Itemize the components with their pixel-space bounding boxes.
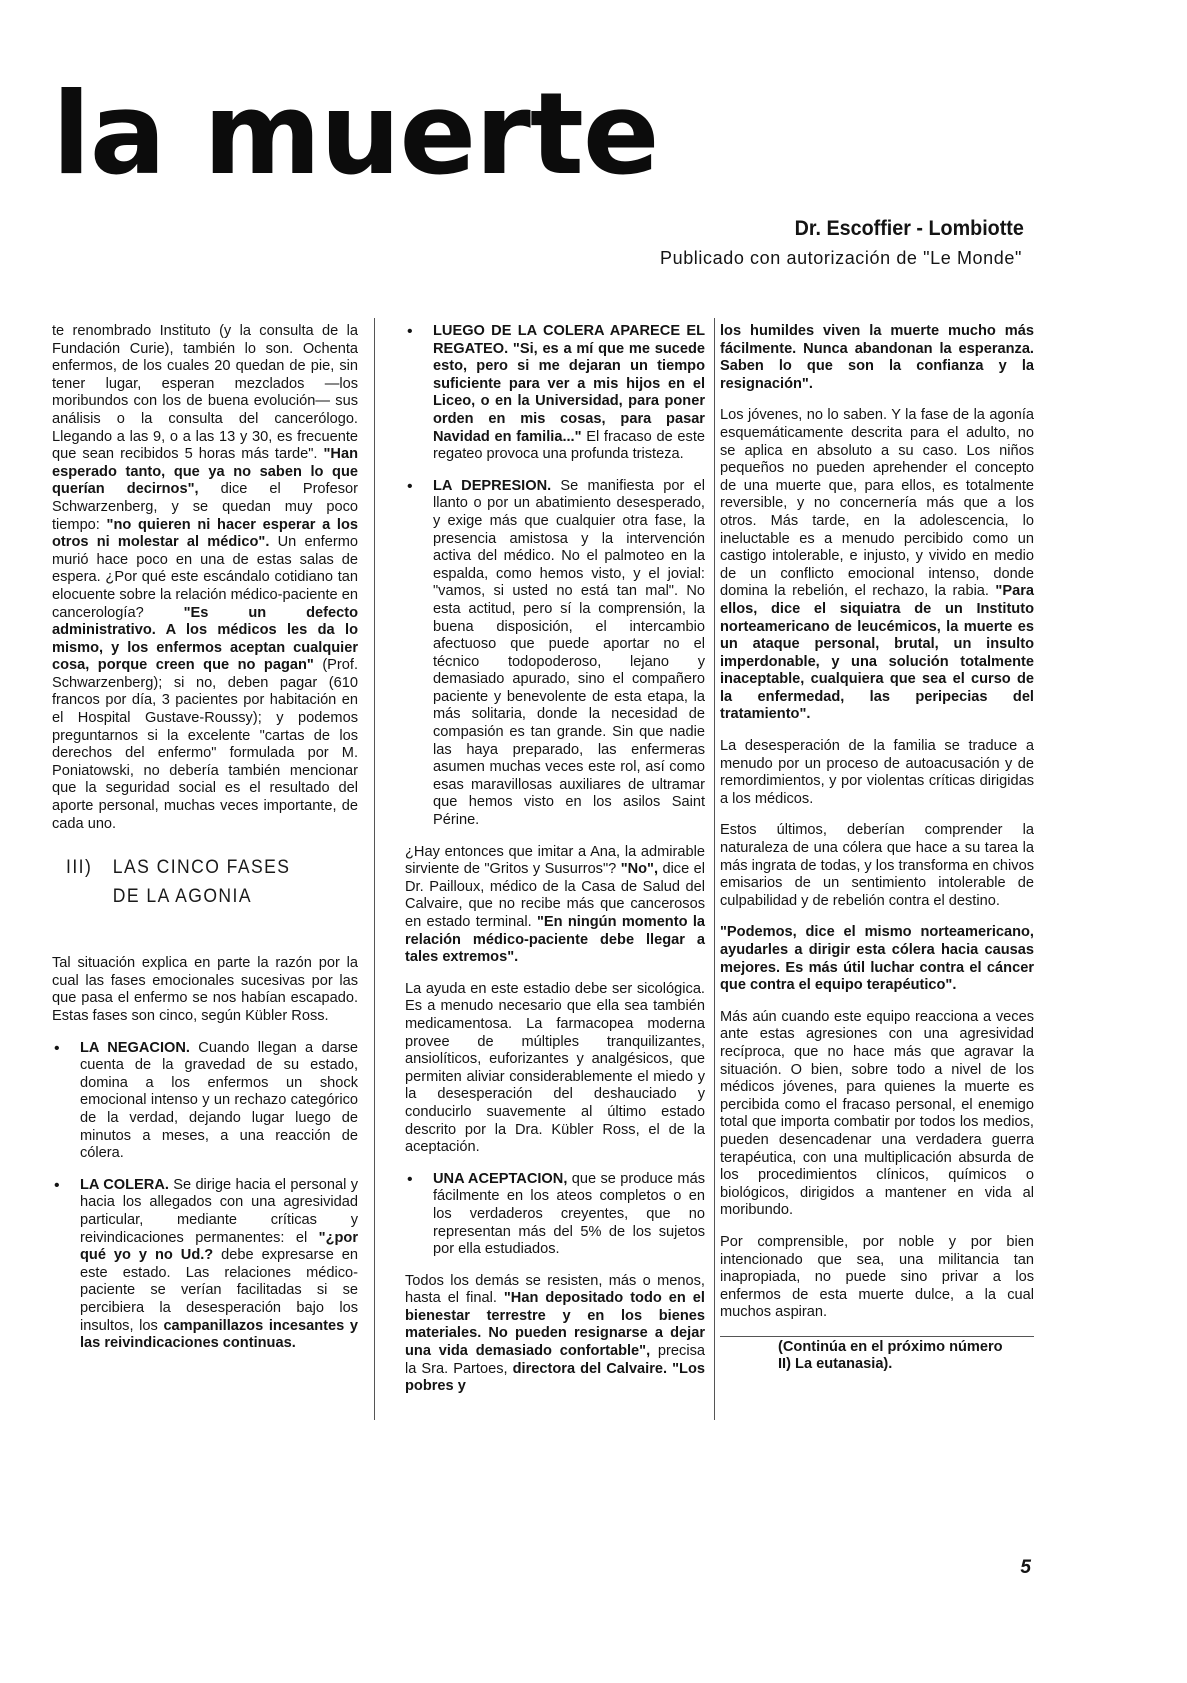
phase-label: LA COLERA. [80, 1176, 169, 1193]
note-line: (Continúa en el próximo número [778, 1338, 1003, 1355]
note-line: II) La eutanasia). [778, 1356, 893, 1373]
continuation-note [720, 1336, 1034, 1374]
paragraph [720, 323, 1034, 393]
bold-quote: "no quieren ni hacer esperar a los otros ni molestar al médico". [52, 516, 358, 551]
paragraph [52, 323, 358, 833]
column-divider [374, 318, 375, 1420]
phase-item-aceptacion [405, 1171, 705, 1259]
phase-item-regateo [405, 323, 705, 464]
article-credit: Publicado con autorización de "Le Monde" [659, 248, 1022, 268]
bold-quote: "Para ellos, dice el siquiatra de un Instituto norteamericano de leucémicos, la muerte es un ataque personal, brutal, un insulto imperdonable, y una solución totalmente inaceptable, cualquiera que sea el curso de la enfermedad, las peripecias del tratamiento". [720, 583, 1034, 723]
bold-quote: "Si, es a mí que me sucede esto, pero si me dejaran un tiempo suficiente para ver a mis hijos en el Liceo, o en la Universidad, para poner orden en mis cosas, para pasar Navidad en familia..." [433, 340, 705, 445]
text: dice el Dr. Pailloux, médico de la Casa de Salud del Calvaire, que no recibe más que cancerosos en estado terminal. [405, 861, 705, 930]
text: Cuando llegan a darse cuenta de la gravedad de su estado, domina a los enfermos un shock emocional intenso y un rechazo categórico de la verdad, dejando lugar luego de minutos a meses, a una reacción de cólera. [80, 1039, 358, 1162]
text: (Prof. Schwarzenberg); si no, deben pagar (610 francos por día, 3 pacientes por habitación en el Hospital Gustave-Roussy); y podemos preguntarnos si la excelente "cartas de los derechos del enfermo" formulada por M. Poniatowski, no debería también mencionar que la seguridad social es el resultado del aporte personal, muchas veces importante, de cada uno. [52, 657, 358, 832]
phase-item-colera [52, 1177, 358, 1353]
bold-quote: "¿por qué yo y no Ud.? [80, 1229, 358, 1264]
bold-quote: "No", [620, 861, 659, 878]
bold-quote: los humildes viven la muerte mucho más fácilmente. Nunca abandonan la esperanza. Saben lo que son la confianza y la resignación". [720, 323, 1034, 392]
column-1 [52, 323, 358, 1367]
paragraph [405, 844, 705, 967]
text: Un enfermo murió hace poco en una de estas salas de espera. ¿Por qué este escándalo cotidiano tan elocuente sobre la relación médico-paciente en cancerología? [52, 534, 358, 621]
bold-quote: "En ningún momento la relación médico-paciente debe llegar a tales extremos". [405, 914, 705, 966]
column-3 [720, 323, 1034, 1374]
text: debe expresarse en este estado. Las relaciones médico-paciente se verían facilitadas si se percibiera la desesperación bajo los insultos, los [80, 1247, 359, 1334]
bold-quote: "Podemos, dice el mismo norteamericano, ayudarles a dirigir esta cólera hacia causas mejores. Es más útil luchar contra el cáncer que contra el equipo terapéutico". [720, 924, 1034, 994]
paragraph: La ayuda en este estadio debe ser sicológica. Es a menudo necesario que ella sea también medicamentosa. La farmacopea moderna provee de múltiples tranquilizantes, ansiolíticos, euforizantes y analgésicos, que permiten aliviar considerablemente el miedo y la desesperación del deshauciado y conducirlo suavemente al último estado descrito por la Dra. Kübler Ross, el de la aceptación. [405, 980, 705, 1156]
paragraph [405, 1273, 705, 1396]
text: El fracaso de este regateo provoca una profunda tristeza. [433, 428, 705, 463]
text: ¿Hay entonces que imitar a Ana, la admirable sirviente de "Gritos y Susurros"? [405, 843, 705, 878]
paragraph: Estos últimos, deberían comprender la naturaleza de una cólera que hace a su tarea la más ingrata de todas, y los transforma en chivos emisarios de un sentimiento intolerable de culpabilidad y de rebelión contra el destino. [720, 822, 1034, 909]
text: Todos los demás se resisten, más o menos, hasta el final. [405, 1272, 705, 1307]
phase-label: LA NEGACION. [80, 1039, 190, 1056]
text: Se dirige hacia el personal y hacia los allegados con una agresividad particular, mediante críticas y reivindicaciones permanentes: el [80, 1176, 358, 1246]
bold-quote: campanillazos incesantes y las reivindicaciones continuas. [80, 1317, 358, 1352]
paragraph: Por comprensible, por noble y por bien intencionado que sea, una militancia tan inapropiada, no puede sino privar a los enfermos de esta muerte dulce, a la cual muchos aspiran. [720, 1233, 1034, 1321]
bold-quote: "Es un defecto administrativo. A los médicos les da lo mismo, y los enfermos aceptan cualquier cosa, porque creen que no pagan" [52, 604, 358, 674]
text: dice el Profesor Schwarzenberg, y se quedan muy poco tiempo: [52, 481, 358, 533]
section-number: III) [66, 856, 93, 879]
bold-quote: "Han esperado tanto, que ya no saben lo que querían decirnos", [52, 446, 358, 498]
section-title-line-2: DE LA AGONIA [112, 885, 253, 908]
paragraph [720, 407, 1034, 724]
text: Los jóvenes, no lo saben. Y la fase de la agonía esquemáticamente descrita para el adulto, no se aplica en absoluto a su caso. Los niños pequeños no pueden aprehender el concepto de una muerte que, para ellos, es totalmente reversible, y no concernería más que a los otros. Más tarde, en la adolescencia, lo ineluctable es a menudo percibido como un castigo intolerable, e injusto, y vivido en medio de un conflicto emocional intenso, donde domina la rebelión, el rechazo, la rabia. [720, 407, 1034, 600]
section-heading [66, 853, 329, 911]
column-divider [714, 318, 715, 1420]
phase-label: UNA ACEPTACION, [433, 1170, 568, 1187]
section-title-line-1: LAS CINCO FASES [112, 856, 291, 879]
phase-item-depresion [405, 478, 705, 830]
text: que se produce más fácilmente en los ateos completos o en los verdaderos creyentes, que no representan más del 5% de los sujetos por ella estudiados. [433, 1170, 705, 1258]
article-title: la muerte [52, 68, 659, 200]
paragraph: Más aún cuando este equipo reacciona a veces ante estas agresiones con una agresividad recíproca, que no hace más que agravar la situación. O bien, sobre todo a nivel de los médicos jóvenes, para quienes la muerte es percibida como el fracaso personal, el enemigo total que importa combatir por todos los medios, pueden desencadenar una verdadera guerra terapéutica, con una multiplicación absurda de los procedimientos clínicos, químicos o biológicos, dirigidos a mantener en vida al moribundo. [720, 1008, 1034, 1219]
paragraph [720, 924, 1034, 994]
phase-label: LUEGO DE LA COLERA APARECE EL REGATEO. [433, 323, 705, 357]
bold-quote: "Han depositado todo en el bienestar terrestre y en los bienes materiales. No pueden resignarse a dejar una vida demasiado confortable", [405, 1290, 705, 1360]
paragraph: La desesperación de la familia se traduce a menudo por un proceso de autoacusación y de remordimientos, y por violentas críticas dirigidas a los médicos. [720, 738, 1034, 807]
text: te renombrado Instituto (y la consulta de la Fundación Curie), también lo son. Ochenta enfermos, de los cuales 20 quedan de pie, sin tener lugar, esperan mezclados —los moribundos con los de buena evolución— sus análisis o la consulta del cancerólogo. Llegando a las 9, o a las 13 y 30, es frecuente que sean recibidos 5 horas más tarde". [52, 323, 358, 463]
article-author: Dr. Escoffier - Lombiotte [794, 217, 1024, 240]
paragraph: Tal situación explica en parte la razón por la cual las fases emocionales sucesivas por las que pasa el enfermo se nos habían escapado. Estas fases son cinco, según Kübler Ross. [52, 955, 358, 1024]
phase-item-negacion [52, 1040, 358, 1163]
text: Se manifiesta por el llanto o por un abatimiento desesperado, y exige más que cualquier otra fase, la presencia amistosa y la intervención activa del médico. No el palmoteo en la espalda, como hemos visto, y el jovial: "vamos, si usted no está tan mal". No esta actitud, pero sí la comprensión, la buena disposición, el intercambio afectuoso que puede aportar no el técnico todopoderoso, lejano y demasiado apurado, sino el compañero paciente y benevolente de esta etapa, la más solitaria, donde la necesidad de compasión es tan grande. Sin que nadie las haya preparado, las enfermeras asumen muchas veces este rol, así como esas maravillosas auxiliares de ultramar que hemos visto en los asilos Saint Périne. [433, 477, 705, 829]
column-2 [405, 323, 705, 1410]
text: precisa la Sra. Partoes, [405, 1343, 705, 1377]
bold-quote: directora del Calvaire. "Los pobres y [405, 1360, 705, 1395]
phase-label: LA DEPRESION. [433, 477, 552, 494]
page-number: 5 [1020, 1557, 1031, 1578]
